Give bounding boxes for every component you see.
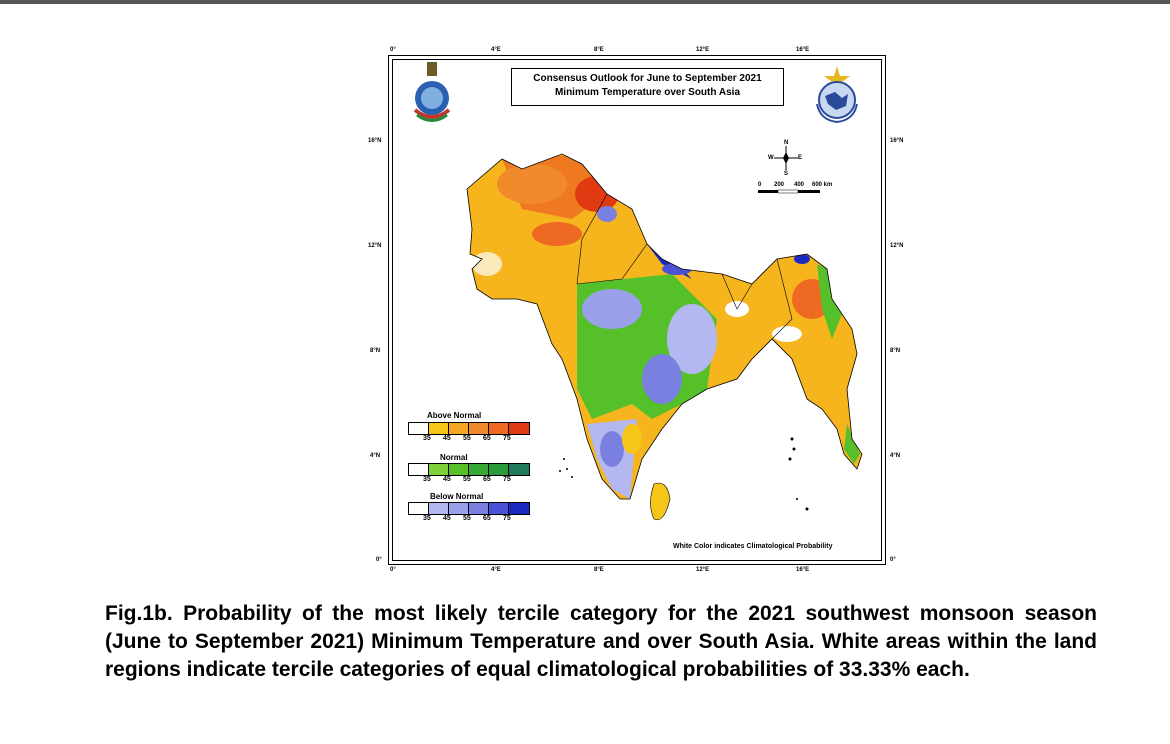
- right-tick: 0°: [890, 557, 896, 563]
- top-tick: 4°E: [491, 47, 501, 53]
- scale-label: 200: [774, 182, 785, 188]
- legend-value: 45: [443, 515, 451, 522]
- left-tick: 12°N: [368, 243, 382, 249]
- legend-above-values: [423, 435, 523, 442]
- legend-swatch: [489, 464, 509, 475]
- left-tick: 4°N: [370, 453, 381, 459]
- legend-swatch: [509, 423, 529, 434]
- legend-above-swatches: [408, 422, 530, 435]
- legend-value: 65: [483, 476, 491, 483]
- bottom-tick: 12°E: [696, 567, 710, 573]
- legend-swatch: [429, 503, 449, 514]
- legend-swatch: [489, 503, 509, 514]
- legend-normal-swatches: [408, 463, 530, 476]
- scale-label: 600 km: [812, 182, 833, 188]
- legend-swatch: [429, 423, 449, 434]
- legend-swatch: [469, 503, 489, 514]
- legend-value: 65: [483, 435, 491, 442]
- top-border: [0, 0, 1170, 4]
- scale-label: 400: [794, 182, 805, 188]
- compass-s: S: [784, 171, 789, 177]
- legend-swatch: [449, 464, 469, 475]
- legend-swatch: [409, 464, 429, 475]
- bottom-tick: 8°E: [594, 567, 604, 573]
- legend-value: 65: [483, 515, 491, 522]
- right-tick: 12°N: [890, 243, 904, 249]
- south-asia-map: [392, 59, 880, 559]
- compass-w: W: [768, 155, 774, 161]
- right-tick: 4°N: [890, 453, 901, 459]
- legend-swatch: [429, 464, 449, 475]
- legend-value: 75: [503, 515, 511, 522]
- legend-normal-title: Normal: [440, 453, 468, 462]
- right-tick: 8°N: [890, 348, 901, 354]
- legend-below-swatches: [408, 502, 530, 515]
- left-tick: 0°: [376, 557, 382, 563]
- legend-swatch: [449, 423, 469, 434]
- legend-swatch: [489, 423, 509, 434]
- figure-caption: Fig.1b. Probability of the most likely tercile category for the 2021 southwest monsoon season (June to September 2021) Minimum Temperature and over South Asia. White areas within the land regions indicate tercile categories of equal climatological probabilities of 33.33% each.: [105, 602, 1097, 681]
- legend-below-values: [423, 515, 523, 522]
- left-tick: 8°N: [370, 348, 381, 354]
- top-tick: 0°: [390, 47, 396, 53]
- top-tick: 16°E: [796, 47, 810, 53]
- legend-swatch: [469, 423, 489, 434]
- legend-value: 75: [503, 435, 511, 442]
- legend-value: 55: [463, 476, 471, 483]
- legend-swatch: [449, 503, 469, 514]
- compass-n: N: [784, 140, 789, 146]
- right-tick: 16°N: [890, 138, 904, 144]
- legend-swatch: [509, 503, 529, 514]
- legend-swatch: [469, 464, 489, 475]
- legend-value: 35: [423, 435, 431, 442]
- map-title-line1: Consensus Outlook for June to September 2021: [533, 73, 762, 84]
- probability-field: [392, 59, 880, 559]
- legend-swatch: [409, 423, 429, 434]
- map-title-line2: Minimum Temperature over South Asia: [554, 87, 741, 98]
- sri-lanka: [651, 483, 671, 520]
- legend-value: 55: [463, 515, 471, 522]
- top-tick: 8°E: [594, 47, 604, 53]
- legend-swatch: [509, 464, 529, 475]
- left-tick: 16°N: [368, 138, 382, 144]
- bottom-tick: 16°E: [796, 567, 810, 573]
- legend-value: 55: [463, 435, 471, 442]
- legend-value: 75: [503, 476, 511, 483]
- climatological-note: White Color indicates Climatological Probability: [673, 543, 833, 550]
- legend-value: 45: [443, 476, 451, 483]
- legend-swatch: [409, 503, 429, 514]
- legend-normal-values: [423, 476, 523, 483]
- compass-e: E: [798, 155, 803, 161]
- bottom-tick: 4°E: [491, 567, 501, 573]
- legend-above-title: Above Normal: [427, 411, 482, 420]
- top-tick: 12°E: [696, 47, 710, 53]
- bottom-tick: 0°: [390, 567, 396, 573]
- legend-value: 35: [423, 515, 431, 522]
- legend-value: 35: [423, 476, 431, 483]
- scale-label: 0: [758, 182, 762, 188]
- legend-value: 45: [443, 435, 451, 442]
- legend-below-title: Below Normal: [430, 492, 484, 501]
